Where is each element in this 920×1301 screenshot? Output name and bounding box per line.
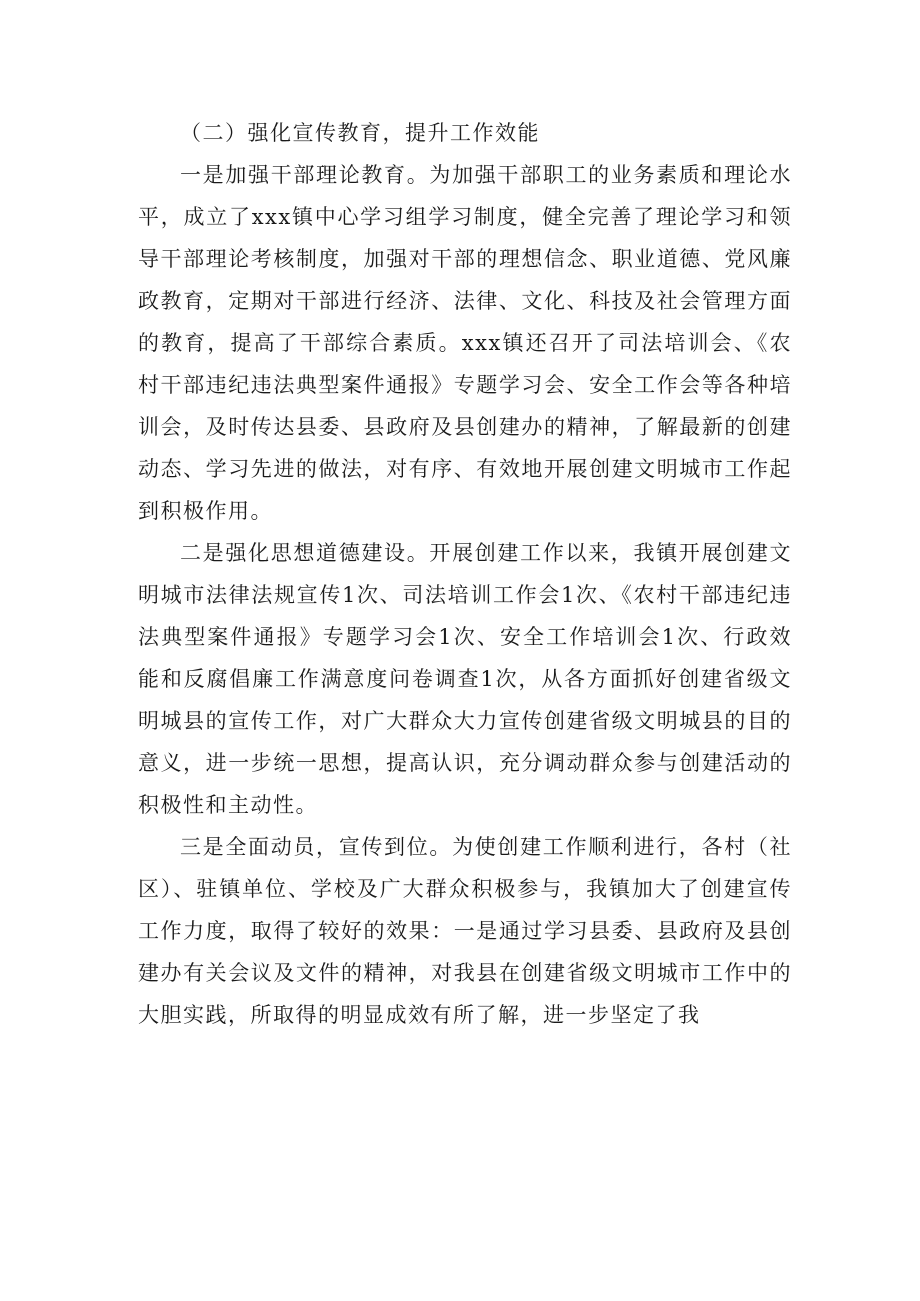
- document-body: [138, 112, 792, 1036]
- paragraph-mobilization: 三是全面动员，宣传到位。为使创建工作顺利进行，各村（社区）、驻镇单位、学校及广大群众积极参与，我镇加大了创建宣传工作力度，取得了较好的效果：一是通过学习县委、县政府及县创建办有关会议及文件的精神，对我县在创建省级文明城市工作中的大胆实践，所取得的明显成效有所了解，进一步坚定了我: [138, 835, 792, 1027]
- paragraph-cadre-education: 一是加强干部理论教育。为加强干部职工的业务素质和理论水平，成立了xxx镇中心学习组学习制度，健全完善了理论学习和领导干部理论考核制度，加强对干部的理想信念、职业道德、党风廉政教育，定期对干部进行经济、法律、文化、科技及社会管理方面的教育，提高了干部综合素质。xxx镇还召开了司法培训会、《农村干部违纪违法典型案件通报》专题学习会、安全工作会等各种培训会，及时传达县委、县政府及县创建办的精神，了解最新的创建动态、学习先进的做法，对有序、有效地开展创建文明城市工作起到积极作用。: [138, 163, 792, 523]
- paragraph-moral-construction: 二是强化思想道德建设。开展创建工作以来，我镇开展创建文明城市法律法规宣传1次、司法培训工作会1次、《农村干部违纪违法典型案件通报》专题学习会1次、安全工作培训会1次、行政效能和反腐倡廉工作满意度问卷调查1次，从各方面抓好创建省级文明城县的宣传工作，对广大群众大力宣传创建省级文明城县的目的意义，进一步统一思想，提高认识，充分调动群众参与创建活动的积极性和主动性。: [138, 541, 792, 817]
- section-heading: （二）强化宣传教育，提升工作效能: [180, 121, 540, 145]
